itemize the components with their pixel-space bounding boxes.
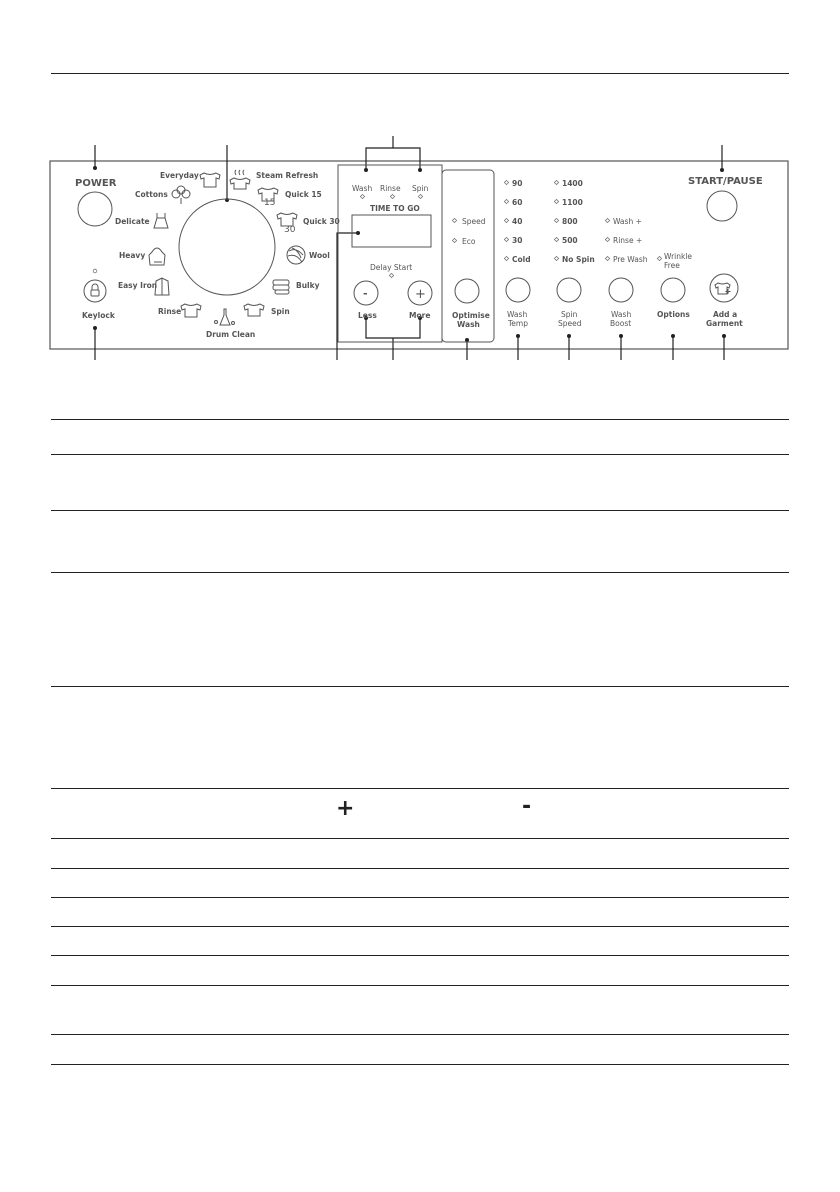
- wash-temp-option-label: 90: [512, 179, 523, 188]
- wash-temp-label-1: Wash: [507, 310, 528, 319]
- spin-speed-option-label: 500: [562, 236, 578, 245]
- control-panel-diagram: [0, 0, 840, 380]
- camisole-icon: [154, 213, 168, 228]
- program-quick30-label: Quick 30: [303, 217, 340, 226]
- table-rule: [51, 788, 789, 789]
- wash-temp-option-label: Cold: [512, 255, 531, 264]
- wash-temp-indicator: [504, 237, 508, 241]
- spin-speed-option-label: 1100: [562, 198, 583, 207]
- start-pause-label: START/PAUSE: [688, 176, 763, 187]
- wash-temp-indicator: [504, 199, 508, 203]
- plus-symbol: +: [415, 287, 426, 302]
- quick15-digits: 15: [264, 198, 276, 208]
- program-dial[interactable]: [179, 199, 275, 295]
- spin-speed-option-label: No Spin: [562, 255, 595, 264]
- options-button[interactable]: [661, 278, 685, 302]
- hoodie-icon: [149, 248, 165, 265]
- spin-speed-button[interactable]: [557, 278, 581, 302]
- wash-temp-option-label: 30: [512, 236, 523, 245]
- wash-boost-indicator: [605, 237, 609, 241]
- stage-indicator-dots: [360, 194, 422, 198]
- wash-boost-button[interactable]: [609, 278, 633, 302]
- minus-symbol: -: [363, 287, 368, 300]
- spin-speed-option-label: 800: [562, 217, 578, 226]
- wash-boost-option-label: Rinse +: [613, 236, 643, 245]
- spin-speed-indicator: [554, 218, 558, 222]
- optimise-label-2: Wash: [457, 320, 480, 329]
- wash-boost-indicator: [605, 218, 609, 222]
- wash-boost-option-label: Pre Wash: [613, 255, 648, 264]
- optimise-wash-button[interactable]: [455, 279, 479, 303]
- cotton-icon: [172, 186, 190, 204]
- program-steam-refresh-label: Steam Refresh: [256, 171, 319, 180]
- wash-temp-button[interactable]: [506, 278, 530, 302]
- wrinkle-free-label-2: Free: [664, 261, 680, 270]
- spin-shirt-icon: [244, 304, 264, 316]
- steam-refresh-icon: [230, 170, 250, 189]
- power-button[interactable]: [78, 192, 112, 226]
- wash-temp-indicator: [504, 218, 508, 222]
- keylock-label: Keylock: [82, 311, 115, 320]
- program-spin-label: Spin: [271, 307, 290, 316]
- table-rule: [51, 686, 789, 687]
- spin-speed-indicator: [554, 237, 558, 241]
- wash-boost-label-1: Wash: [611, 310, 632, 319]
- delay-start-label: Delay Start: [370, 263, 413, 272]
- wash-boost-option-label: Wash +: [613, 217, 642, 226]
- program-cottons-label: Cottons: [135, 190, 168, 199]
- time-display-screen: [352, 215, 431, 247]
- program-drum-clean-label: Drum Clean: [206, 330, 256, 339]
- more-label: More: [409, 311, 431, 320]
- wash-temp-option-label: 60: [512, 198, 523, 207]
- table-rule: [51, 1064, 789, 1065]
- drum-clean-icon: [215, 309, 235, 325]
- spin-speed-indicator: [554, 180, 558, 184]
- spin-speed-indicator: [554, 199, 558, 203]
- keylock-button[interactable]: [84, 280, 106, 302]
- speed-option-label: Speed: [462, 217, 486, 226]
- table-rule: [51, 985, 789, 986]
- delay-indicator: [389, 273, 393, 277]
- wash-temp-label-2: Temp: [508, 319, 528, 328]
- program-rinse-label: Rinse: [158, 307, 182, 316]
- wash-temp-option-label: 40: [512, 217, 523, 226]
- minus-glyph: -: [522, 794, 532, 819]
- time-to-go-label: TIME TO GO: [370, 204, 420, 213]
- add-garment-label-1: Add a: [713, 310, 738, 319]
- table-rule: [51, 419, 789, 420]
- program-easy-iron-label: Easy Iron: [118, 281, 158, 290]
- table-rule: [51, 510, 789, 511]
- table-rule: [51, 897, 789, 898]
- less-label: Less: [358, 311, 377, 320]
- table-rule: [51, 868, 789, 869]
- table-rule: [51, 955, 789, 956]
- power-label: POWER: [75, 178, 117, 189]
- program-wool-label: Wool: [309, 251, 330, 260]
- add-garment-label-2: Garment: [706, 319, 743, 328]
- program-delicate-label: Delicate: [115, 217, 150, 226]
- spin-indicator-label: Spin: [412, 184, 429, 193]
- add-garment-icon: [715, 283, 731, 294]
- rinse-shirt-icon: [181, 304, 201, 317]
- spin-speed-label-1: Spin: [561, 310, 578, 319]
- spin-speed-label-2: Speed: [558, 319, 582, 328]
- program-quick15-label: Quick 15: [285, 190, 322, 199]
- wash-boost-label-2: Boost: [610, 319, 632, 328]
- spin-speed-indicator: [554, 256, 558, 260]
- quick30-digits: 30: [284, 225, 296, 235]
- table-rule: [51, 838, 789, 839]
- wash-temp-indicator: [504, 256, 508, 260]
- lock-icon: [91, 284, 99, 296]
- keylock-indicator: [93, 269, 97, 273]
- options-label: Options: [657, 310, 690, 319]
- program-everyday-label: Everyday: [160, 171, 199, 180]
- tshirt-icon: [200, 173, 220, 187]
- start-pause-button[interactable]: [707, 191, 737, 221]
- wool-icon: [287, 246, 305, 264]
- optimise-label-1: Optimise: [452, 311, 490, 320]
- program-bulky-label: Bulky: [296, 281, 320, 290]
- add-garment-button[interactable]: [710, 274, 738, 302]
- blanket-icon: [273, 280, 289, 294]
- eco-option-label: Eco: [462, 237, 476, 246]
- wrinkle-free-label-1: Wrinkle: [664, 252, 693, 261]
- wash-indicator-label: Wash: [352, 184, 373, 193]
- wash-boost-indicator: [605, 256, 609, 260]
- table-rule: [51, 572, 789, 573]
- plus-glyph: +: [336, 796, 355, 821]
- table-rule: [51, 454, 789, 455]
- table-rule: [51, 926, 789, 927]
- rinse-indicator-label: Rinse: [380, 184, 401, 193]
- spin-speed-option-label: 1400: [562, 179, 583, 188]
- table-rule: [51, 1034, 789, 1035]
- program-heavy-label: Heavy: [119, 251, 146, 260]
- wash-temp-indicator: [504, 180, 508, 184]
